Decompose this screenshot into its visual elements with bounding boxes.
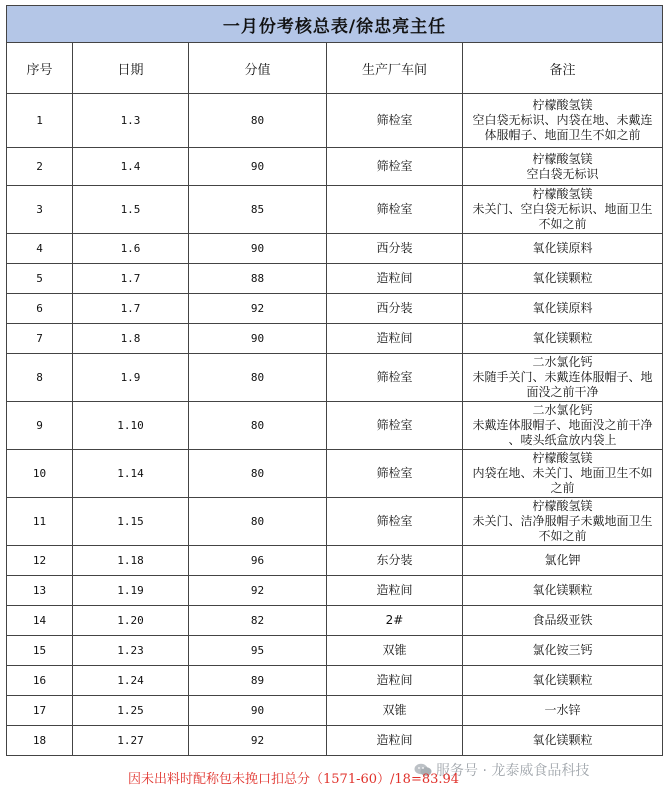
row-index: 8 [7,354,73,402]
row-workshop: 东分装 [327,546,463,576]
row-note [463,324,663,354]
note-line: 面没之前干净 [526,385,599,399]
watermark-text: 服务号 · 龙泰威食品科技 [436,763,590,779]
table-row [7,636,663,666]
row-index: 1 [7,94,73,148]
row-score: 90 [189,148,327,186]
note-line: 空白袋无标识 [526,166,599,181]
row-note [463,606,663,636]
title-row [7,6,663,43]
row-score: 90 [189,234,327,264]
table-row [7,498,663,546]
row-date: 1.25 [73,696,189,726]
row-date: 1.8 [73,324,189,354]
row-workshop: 筛检室 [327,402,463,450]
note-line: 一水锌 [544,703,581,717]
row-index: 16 [7,666,73,696]
row-workshop: 筛检室 [327,354,463,402]
row-score: 89 [189,666,327,696]
header-note: 备注 [463,43,663,94]
note-line: 二水氯化钙 [532,403,593,417]
note-line: 食品级亚铁 [532,613,593,627]
table-row [7,606,663,636]
row-score: 92 [189,294,327,324]
row-index: 2 [7,148,73,186]
row-score: 88 [189,264,327,294]
row-workshop: 造粒间 [327,264,463,294]
row-score: 80 [189,354,327,402]
row-note [463,726,663,756]
note-line: 氧化镁颗粒 [532,733,593,747]
row-workshop: 筛检室 [327,450,463,498]
table-row [7,666,663,696]
note-line: 二水氯化钙 [532,355,593,369]
row-index: 10 [7,450,73,498]
row-note [463,450,663,498]
row-note [463,636,663,666]
header-workshop: 生产厂车间 [327,43,463,94]
row-date: 1.3 [73,94,189,148]
row-index: 15 [7,636,73,666]
table-row [7,234,663,264]
note-line: 氧化镁颗粒 [532,271,593,285]
note-line: 氧化镁原料 [532,301,593,315]
row-date: 1.6 [73,234,189,264]
footer-note: 因未出料时配称包未挽口扣总分（1571-60）/18=83.94 [128,772,460,787]
row-date: 1.18 [73,546,189,576]
note-line: 氧化镁颗粒 [532,331,593,345]
row-score: 95 [189,636,327,666]
table-row [7,450,663,498]
table-row [7,294,663,324]
row-note [463,498,663,546]
header-row [7,43,663,94]
table-title: 一月份考核总表/徐忠亮主任 [7,6,663,43]
row-note [463,148,663,186]
row-note [463,576,663,606]
note-line: 、唛头纸盒放内袋上 [508,433,617,447]
row-workshop: 2# [327,606,463,636]
row-index: 13 [7,576,73,606]
row-date: 1.14 [73,450,189,498]
row-score: 80 [189,498,327,546]
row-note [463,696,663,726]
note-line: 不如之前 [538,529,587,543]
row-date: 1.20 [73,606,189,636]
table-row [7,546,663,576]
row-index: 12 [7,546,73,576]
table-row [7,726,663,756]
row-workshop: 造粒间 [327,324,463,354]
row-date: 1.10 [73,402,189,450]
row-note [463,546,663,576]
table-row [7,94,663,148]
row-score: 92 [189,576,327,606]
table-row [7,576,663,606]
note-line: 柠檬酸氢镁 [532,98,593,112]
row-score: 80 [189,450,327,498]
row-note [463,294,663,324]
row-workshop: 筛检室 [327,498,463,546]
row-workshop: 筛检室 [327,186,463,234]
row-date: 1.7 [73,264,189,294]
table-row [7,354,663,402]
row-index: 6 [7,294,73,324]
note-line: 之前 [550,481,575,495]
row-note [463,354,663,402]
row-note [463,186,663,234]
row-date: 1.23 [73,636,189,666]
note-line: 柠檬酸氢镁 [532,451,593,465]
row-date: 1.24 [73,666,189,696]
header-date: 日期 [73,43,189,94]
note-line: 未关门、洁净服帽子未戴地面卫生 [472,514,653,528]
note-line: 体服帽子、地面卫生不如之前 [484,128,641,142]
row-date: 1.9 [73,354,189,402]
row-score: 92 [189,726,327,756]
row-score: 90 [189,696,327,726]
row-note [463,234,663,264]
row-date: 1.7 [73,294,189,324]
note-line: 柠檬酸氢镁 [532,499,593,513]
row-index: 17 [7,696,73,726]
row-workshop: 西分装 [327,294,463,324]
note-line: 氧化镁原料 [532,241,593,255]
row-index: 11 [7,498,73,546]
note-line: 不如之前 [538,217,587,231]
assessment-sheet [6,5,662,756]
note-line: 未关门、空白袋无标识、地面卫生 [472,202,653,216]
note-line: 氧化镁颗粒 [532,583,593,597]
row-workshop: 双锥 [327,696,463,726]
row-note [463,402,663,450]
assessment-table [6,5,663,756]
row-index: 7 [7,324,73,354]
row-date: 1.19 [73,576,189,606]
row-score: 85 [189,186,327,234]
note-line: 空白袋无标识、内袋在地、未戴连 [472,113,653,127]
note-line: 氯化钾 [544,553,581,567]
header-score: 分值 [189,43,327,94]
table-row [7,264,663,294]
row-index: 3 [7,186,73,234]
note-line: 氧化镁颗粒 [532,673,593,687]
row-note [463,94,663,148]
note-line: 未戴连体服帽子、地面没之前干净 [472,418,653,432]
row-score: 80 [189,94,327,148]
row-date: 1.5 [73,186,189,234]
note-line: 柠檬酸氢镁 [532,187,593,201]
table-row [7,324,663,354]
row-index: 14 [7,606,73,636]
row-workshop: 筛检室 [327,94,463,148]
note-line: 未随手关门、未戴连体服帽子、地 [472,370,653,384]
row-score: 80 [189,402,327,450]
row-note [463,666,663,696]
row-index: 9 [7,402,73,450]
note-line: 内袋在地、未关门、地面卫生不如 [472,466,653,480]
row-workshop: 造粒间 [327,576,463,606]
row-index: 4 [7,234,73,264]
row-score: 90 [189,324,327,354]
table-row [7,696,663,726]
row-date: 1.27 [73,726,189,756]
row-workshop: 造粒间 [327,666,463,696]
table-row [7,186,663,234]
header-index: 序号 [7,43,73,94]
table-row [7,402,663,450]
row-date: 1.15 [73,498,189,546]
table-row [7,148,663,186]
row-note [463,264,663,294]
row-index: 18 [7,726,73,756]
row-workshop: 筛检室 [327,148,463,186]
row-index: 5 [7,264,73,294]
row-workshop: 造粒间 [327,726,463,756]
note-line: 氯化铵三钙 [532,643,593,657]
row-score: 96 [189,546,327,576]
note-line: 柠檬酸氢镁 [532,151,593,166]
row-date: 1.4 [73,148,189,186]
row-score: 82 [189,606,327,636]
row-workshop: 双锥 [327,636,463,666]
row-workshop: 西分装 [327,234,463,264]
